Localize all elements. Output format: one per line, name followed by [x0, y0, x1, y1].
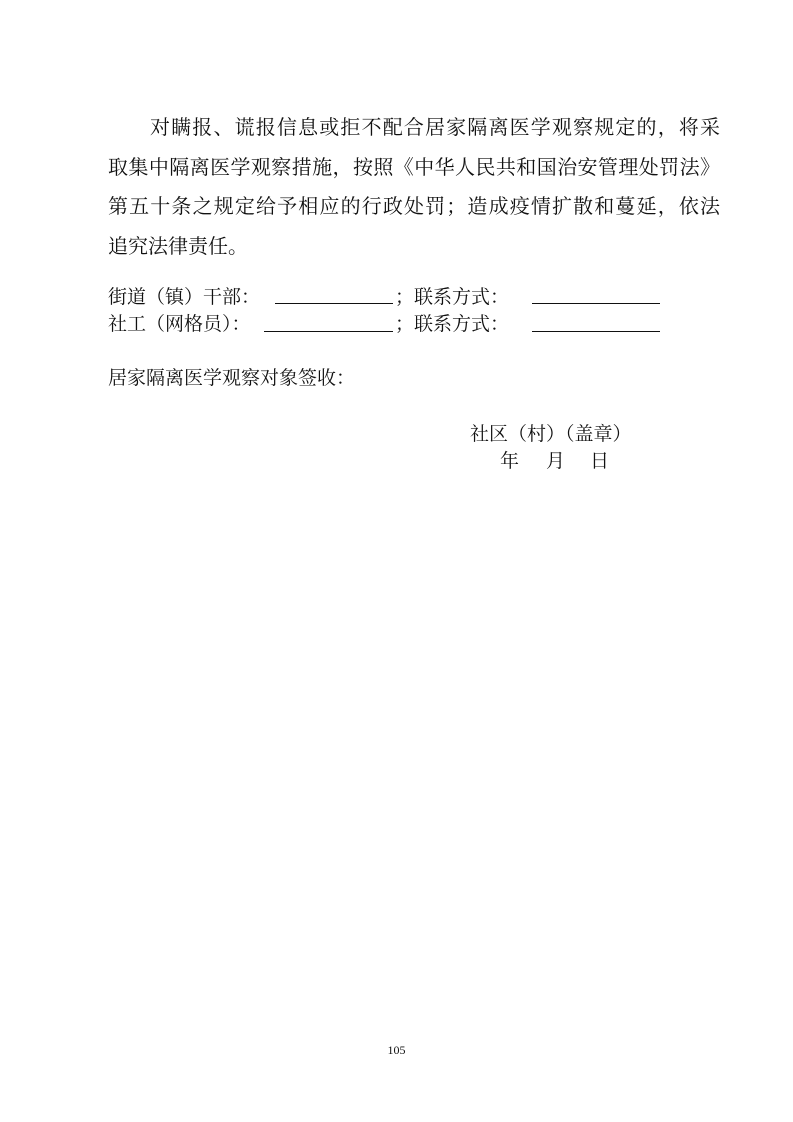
date-month: 月	[546, 450, 566, 472]
social-worker-contact-label: ；联系方式：	[395, 313, 510, 335]
street-cadre-phone-field[interactable]	[532, 303, 660, 304]
date-day: 日	[590, 450, 610, 472]
signature-label: 居家隔离医学观察对象签收：	[108, 367, 356, 389]
social-worker-name-field[interactable]	[264, 331, 393, 332]
street-cadre-name-field[interactable]	[275, 303, 393, 304]
date-year: 年	[500, 450, 520, 472]
stamp-label: 社区（村）（盖章）	[470, 423, 632, 445]
street-cadre-contact-label: ；联系方式：	[395, 286, 510, 308]
social-worker-label: 社工（网格员）：	[108, 313, 251, 335]
social-worker-phone-field[interactable]	[532, 331, 660, 332]
paragraph-line-4: 追究法律责任。	[108, 234, 248, 258]
page-number: 105	[387, 1043, 406, 1057]
paragraph-line-3: 第五十条之规定给予相应的行政处罚；造成疫情扩散和蔓延，依法	[108, 194, 720, 218]
paragraph-line-1: 对瞒报、谎报信息或拒不配合居家隔离医学观察规定的，将采	[150, 115, 720, 139]
paragraph-line-2: 取集中隔离医学观察措施，按照《中华人民共和国治安管理处罚法》	[108, 155, 720, 179]
street-cadre-label: 街道（镇）干部：	[108, 286, 261, 308]
